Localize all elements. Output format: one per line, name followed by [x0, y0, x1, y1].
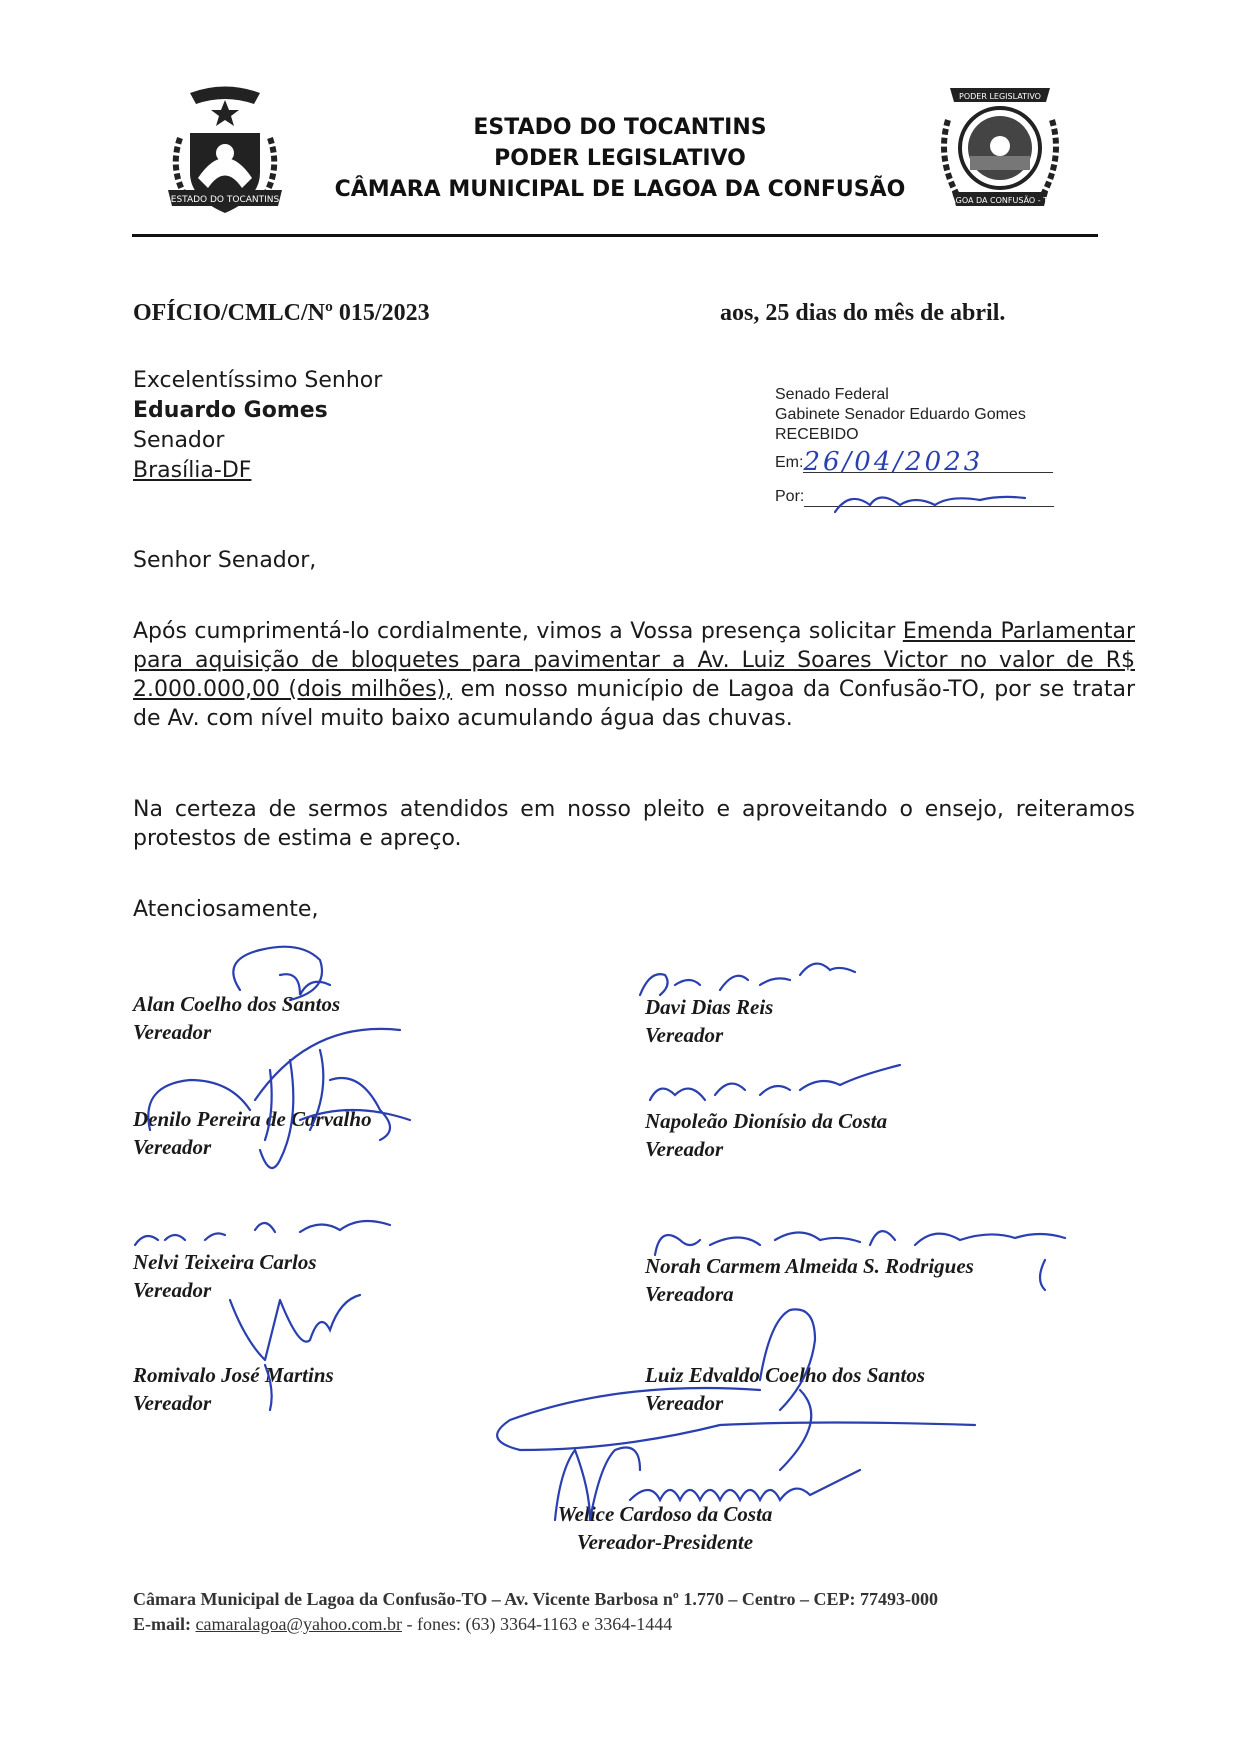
signatory-name: Alan Coelho dos Santos: [133, 992, 341, 1016]
footer-email-link[interactable]: camaralagoa@yahoo.com.br: [195, 1614, 402, 1634]
body-paragraph-1: [133, 617, 1135, 733]
signatory-welice: [535, 1500, 795, 1556]
addressee-name: Eduardo Gomes: [133, 398, 328, 423]
signatory-name: Norah Carmem Almeida S. Rodrigues: [645, 1254, 974, 1278]
right-seal-top-text: PODER LEGISLATIVO: [959, 92, 1041, 101]
left-seal-text: ESTADO DO TOCANTINS: [170, 195, 280, 205]
signatory-role: Vereador: [133, 1020, 212, 1044]
header-state: ESTADO DO TOCANTINS: [473, 115, 767, 140]
stamp-office: Gabinete Senador Eduardo Gomes: [775, 406, 1026, 423]
signatory-name: Davi Dias Reis: [645, 995, 774, 1019]
addressee-block: [133, 366, 382, 486]
closing: Atenciosamente,: [133, 897, 319, 922]
tocantins-state-seal: [150, 78, 300, 228]
signatory-napoleao: [645, 1107, 887, 1163]
signatory-name: Denilo Pereira de Carvalho: [133, 1107, 372, 1131]
signatory-role: Vereador-Presidente: [576, 1530, 754, 1554]
footer: [133, 1587, 938, 1637]
body-paragraph-2: Na certeza de sermos atendidos em nosso pleito e aproveitando o ensejo, reiteramos protestos de estima e apreço.: [133, 797, 1135, 851]
signatory-romivalo: [133, 1361, 334, 1417]
header-divider: [132, 234, 1098, 237]
signatory-role: Vereador: [645, 1391, 724, 1415]
signatory-role: Vereador: [645, 1023, 724, 1047]
document-date: aos, 25 dias do mês de abril.: [720, 300, 1006, 326]
header-chamber: CÂMARA MUNICIPAL DE LAGOA DA CONFUSÃO: [334, 177, 906, 202]
signatory-name: Welice Cardoso da Costa: [557, 1502, 773, 1526]
letterhead: [300, 112, 940, 205]
signatory-davi: [645, 993, 773, 1049]
signatory-name: Luiz Edvaldo Coelho dos Santos: [645, 1363, 926, 1387]
signatory-nelvi: [133, 1248, 317, 1304]
addressee-location: Brasília-DF: [133, 458, 252, 483]
stamp-institution: Senado Federal: [775, 386, 889, 403]
signatory-denilo: [133, 1105, 372, 1161]
davi-signature: [640, 964, 855, 995]
received-stamp: [775, 385, 1054, 507]
paragraph-1-end: em nosso município de Lagoa da Confusão-TO, por se tratar de Av. com nível muito baixo acumulando água das chuvas.: [133, 677, 1136, 731]
footer-phones: - fones: (63) 3364-1163 e 3364-1444: [401, 1614, 673, 1634]
header-power: PODER LEGISLATIVO: [494, 146, 746, 171]
footer-email-label: E-mail:: [133, 1614, 191, 1634]
signatory-name: Romivalo José Martins: [133, 1363, 334, 1387]
addressee-position: Senador: [133, 428, 225, 453]
signatory-role: Vereadora: [645, 1282, 734, 1306]
signatory-name: Nelvi Teixeira Carlos: [133, 1250, 317, 1274]
stamp-date-value: 26/04/2023: [803, 452, 1053, 473]
signatory-role: Vereador: [133, 1391, 212, 1415]
signatory-luiz: [645, 1361, 925, 1417]
nelvi-signature: [135, 1221, 390, 1245]
signatory-norah: [645, 1252, 974, 1308]
signatory-name: Napoleão Dionísio da Costa: [645, 1109, 888, 1133]
document-reference: OFÍCIO/CMLC/Nº 015/2023: [133, 300, 430, 326]
municipal-chamber-seal: [930, 80, 1070, 230]
signatory-alan: [133, 990, 340, 1046]
right-seal-bottom-text: LAGOA DA CONFUSÃO - TO: [945, 196, 1055, 205]
stamp-by-label: Por:: [775, 488, 805, 505]
paragraph-1-start: Após cumprimentá-lo cordialmente, vimos a Vossa presença solicitar: [133, 619, 903, 644]
signatory-role: Vereador: [133, 1135, 212, 1159]
stamp-date-label: Em:: [775, 454, 804, 471]
footer-address: Câmara Municipal de Lagoa da Confusão-TO – Av. Vicente Barbosa nº 1.770 – Centro – CEP: 77493-000: [133, 1589, 938, 1609]
stamp-by-line: [804, 506, 1054, 507]
request-underlined: Emenda Parlamentar para aquisição de bloquetes para pavimentar a Av. Luiz Soares Victor no valor de R$ 2.000.000,00 (dois milhões),: [133, 619, 1135, 702]
salutation: Senhor Senador,: [133, 548, 317, 573]
addressee-title: Excelentíssimo Senhor: [133, 368, 383, 393]
napoleao-signature: [650, 1065, 900, 1100]
stamp-received: RECEBIDO: [775, 426, 859, 443]
signatory-role: Vereador: [645, 1137, 724, 1161]
signatory-role: Vereador: [133, 1278, 212, 1302]
